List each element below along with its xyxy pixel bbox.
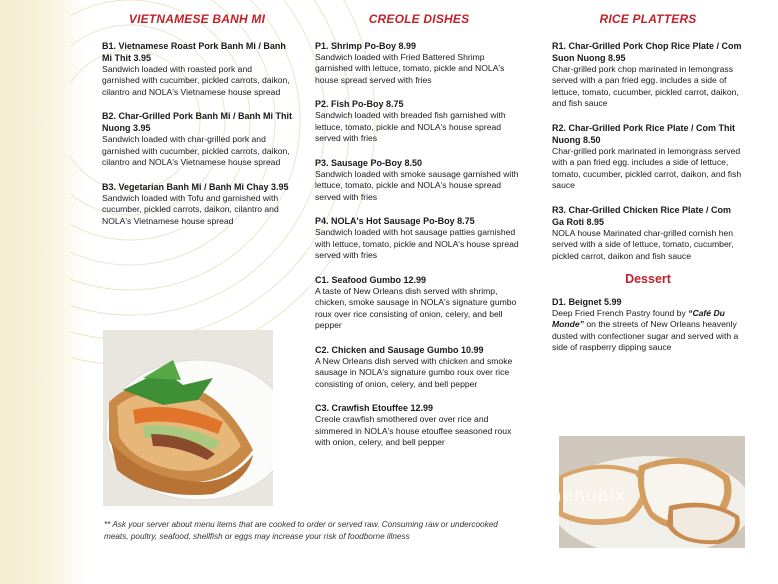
item-description: Char-grilled pork marinated in lemongrass served with a pan fried egg. includes a side of lettuce, tomato, cucumber, pickled carrot, daikon, and fish sauce (552, 145, 742, 191)
menu-item (315, 98, 523, 145)
item-description: A taste of New Orleans dish served with shrimp, chicken, smoke sausage in NOLA's signature gumbo roux over rice consisting of onion, celery, and bell pepper (315, 285, 517, 331)
menu-item (102, 110, 292, 169)
item-title: P4. NOLA's Hot Sausage Po-Boy 8.75 (315, 216, 475, 227)
creole-heading: CREOLE DISHES (368, 12, 470, 26)
item-title: D1. Beignet 5.99 (552, 296, 622, 307)
item-title: B2. Char-Grilled Pork Banh Mi / Banh Mi Thit Nuong 3.95 (102, 111, 293, 134)
item-description: Sandwich loaded with Tofu and garnished with cucumber, pickled carrots, daikon, cilantro and NOLA's Vietnamese house spread (102, 192, 279, 226)
item-title: R3. Char-Grilled Chicken Rice Plate / Com Ga Roti 8.95 (552, 204, 732, 227)
cafe-du-monde: “Café Du Monde” (552, 307, 725, 330)
menu-item (315, 402, 523, 449)
item-description: Sandwich loaded with char-grilled pork and garnished with cucumber, pickled carrots, daikon, cilantro and NOLA's Vietnamese house spread (102, 134, 290, 168)
item-title: B1. Vietnamese Roast Pork Banh Mi / Banh Mi Thit 3.95 (102, 40, 286, 63)
menu-item (552, 40, 744, 110)
watermark: menupix (545, 486, 627, 506)
rice-section (552, 14, 744, 366)
item-description: Sandwich loaded with Fried Battered Shrimp garnished with lettuce, tomato, pickle and NOLA's house spread served with fries (315, 51, 505, 85)
item-title: P3. Sausage Po-Boy 8.50 (315, 157, 423, 168)
item-title: P1. Shrimp Po-Boy 8.99 (315, 40, 417, 51)
menu-item (315, 40, 523, 87)
item-title: C3. Crawfish Etouffee 12.99 (315, 403, 434, 414)
item-title: R1. Char-Grilled Pork Chop Rice Plate / Com Suon Nuong 8.95 (552, 40, 742, 63)
item-title: R2. Char-Grilled Pork Rice Plate / Com Thit Nuong 8.50 (552, 122, 736, 145)
item-title: C1. Seafood Gumbo 12.99 (315, 274, 427, 285)
menu-item (315, 215, 523, 262)
creole-section (315, 14, 523, 461)
item-description: Sandwich loaded with roasted pork and garnished with cucumber, pickled carrots, daikon, cilantro and NOLA's Vietnamese house spread (102, 63, 290, 97)
menu-item (102, 181, 292, 228)
decorative-left-strip (0, 0, 86, 584)
dessert-desc-end: on the streets of New Orleans heavenly dusted with confectioner sugar and served with a side of raspberry dipping sauce (552, 319, 739, 353)
item-description: NOLA house Marinated char-grilled cornish hen served with a side of lettuce, tomato, cucumber, pickled carrot, daikon and fish sauce (552, 227, 734, 261)
item-description: Sandwich loaded with breaded fish garnished with lettuce, tomato, pickle and NOLA's house spread served with fries (315, 110, 506, 144)
dessert-desc-start: Deep Fried French Pastry found by (552, 307, 689, 318)
item-description: Sandwich loaded with smoke sausage garnished with lettuce, tomato, pickle and NOLA's house spread served with fries (315, 168, 519, 202)
rice-heading: RICE PLATTERS (599, 12, 697, 26)
menu-item (552, 122, 744, 192)
dessert-heading: Dessert (625, 272, 671, 287)
item-description: Char-grilled pork chop marinated in lemongrass served with a pan fried egg. includes a side of lettuce, tomato, cucumber, pickled carrot, daikon, and fish sauce (552, 63, 739, 109)
banh-mi-photo (103, 330, 273, 506)
footer-disclaimer: ** Ask your server about menu items that are cooked to order or served raw. Consuming raw or undercooked meats, poultry, seafood, shellfish or eggs may increase your risk of foodborne illness (104, 520, 498, 541)
item-description: Sandwich loaded with hot sausage patties garnished with lettuce, tomato, pickle and NOLA's house spread served with fries (315, 227, 519, 261)
item-title: P2. Fish Po-Boy 8.75 (315, 99, 404, 110)
menu-item (552, 296, 744, 354)
banh-mi-section (102, 14, 292, 239)
item-title: B3. Vegetarian Banh Mi / Banh Mi Chay 3.95 (102, 181, 289, 192)
menu-item (552, 204, 744, 263)
menu-item (315, 274, 523, 332)
menu-item (315, 344, 523, 391)
item-title: C2. Chicken and Sausage Gumbo 10.99 (315, 344, 484, 355)
banh-mi-heading: VIETNAMESE BANH MI (128, 12, 266, 26)
item-description: A New Orleans dish served with chicken and smoke sausage in NOLA's signature gumbo roux over rice consisting of onion, celery, and bell pepper (315, 355, 513, 389)
item-description: Creole crawfish smothered over over rice and simmered in NOLA's house etouffee seasoned roux with onion, celery, and bell pepper (315, 414, 512, 448)
menu-item (315, 157, 523, 204)
menu-item (102, 40, 292, 99)
item-description (552, 308, 744, 354)
